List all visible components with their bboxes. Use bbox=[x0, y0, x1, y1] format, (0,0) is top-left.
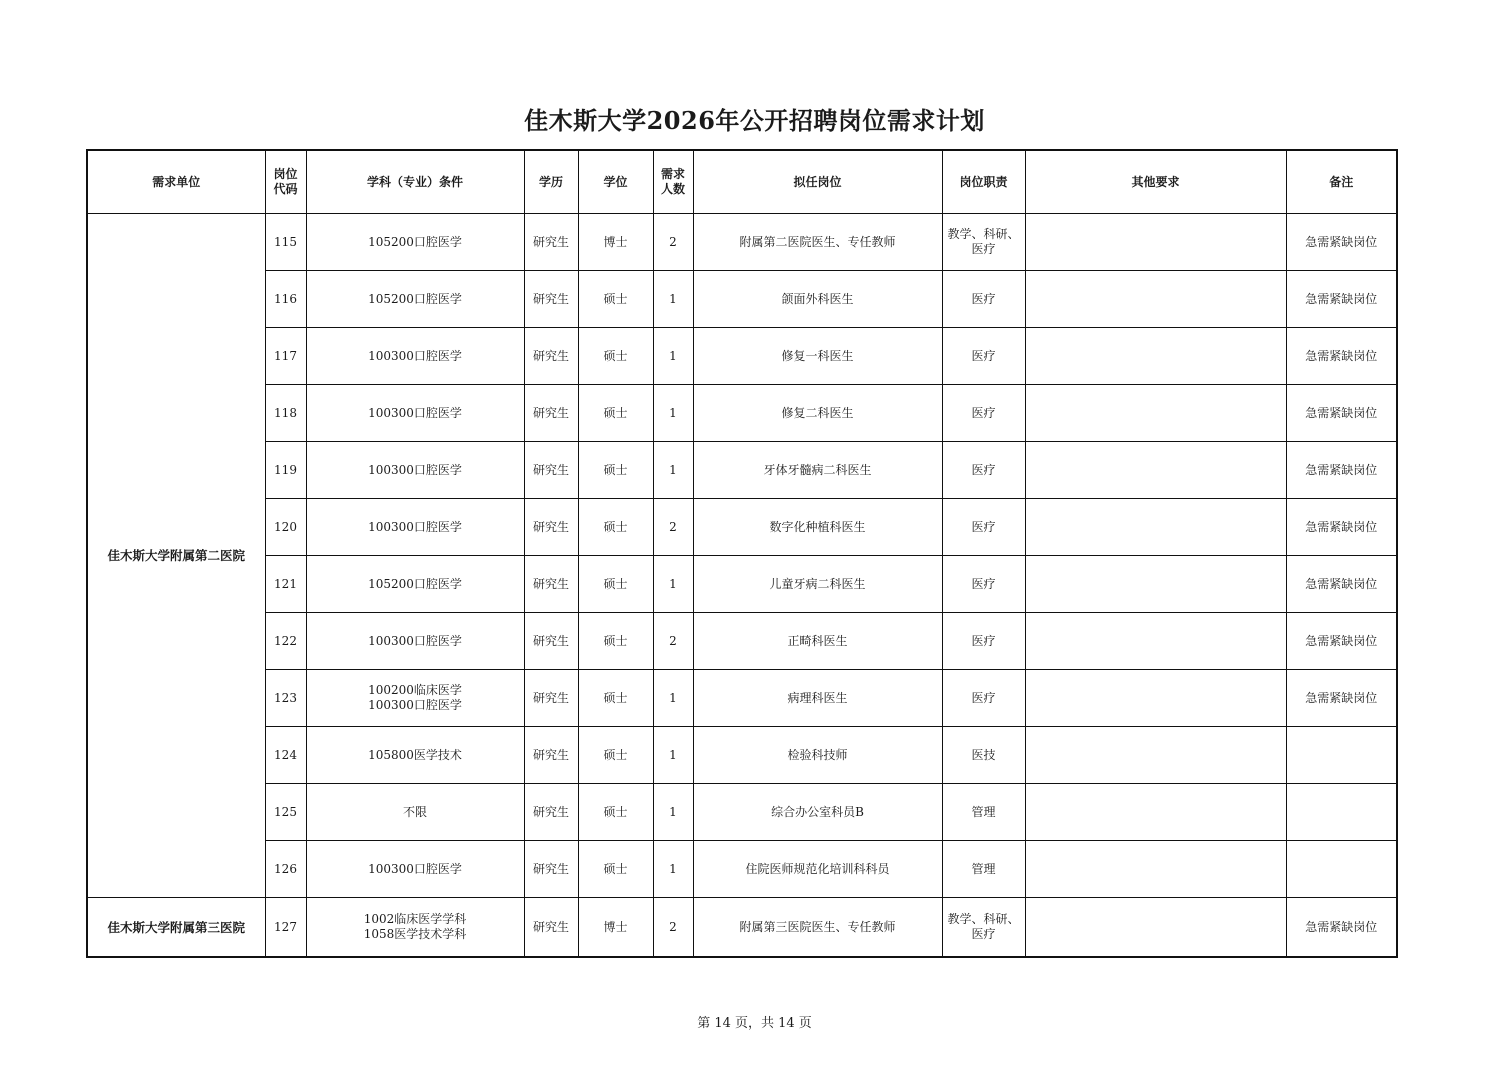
cell-duty-line: 医技 bbox=[971, 747, 996, 762]
cell-major bbox=[306, 328, 524, 385]
header-duty: 岗位职责 bbox=[942, 150, 1025, 214]
header-major: 学科（专业）条件 bbox=[306, 150, 524, 214]
cell-duty bbox=[942, 670, 1025, 727]
table-body bbox=[87, 214, 1397, 958]
cell-position: 儿童牙病二科医生 bbox=[693, 556, 942, 613]
cell-duty bbox=[942, 442, 1025, 499]
cell-duty bbox=[942, 727, 1025, 784]
header-code-line1: 岗位 bbox=[273, 167, 298, 181]
header-count-line2: 人数 bbox=[660, 182, 685, 196]
header-row bbox=[87, 150, 1397, 214]
cell-position: 病理科医生 bbox=[693, 670, 942, 727]
cell-major-line: 100300口腔医学 bbox=[368, 861, 462, 876]
cell-count: 1 bbox=[653, 442, 693, 499]
cell-education: 研究生 bbox=[524, 613, 578, 670]
table-row bbox=[87, 442, 1397, 499]
cell-major-line: 100300口腔医学 bbox=[368, 633, 462, 648]
table-row bbox=[87, 670, 1397, 727]
table-row bbox=[87, 613, 1397, 670]
cell-degree: 硕士 bbox=[578, 442, 653, 499]
cell-count: 1 bbox=[653, 784, 693, 841]
page-title: 佳木斯大学2026年公开招聘岗位需求计划 bbox=[524, 106, 985, 135]
cell-duty-line: 管理 bbox=[971, 804, 996, 819]
cell-unit: 佳木斯大学附属第三医院 bbox=[87, 898, 265, 958]
cell-duty bbox=[942, 556, 1025, 613]
cell-duty bbox=[942, 385, 1025, 442]
cell-note: 急需紧缺岗位 bbox=[1286, 556, 1397, 613]
cell-duty-line: 医疗 bbox=[971, 576, 996, 591]
page-footer: 第 14 页，共 14 页 bbox=[697, 1016, 812, 1031]
table-row bbox=[87, 727, 1397, 784]
cell-code: 124 bbox=[265, 727, 306, 784]
cell-count: 1 bbox=[653, 670, 693, 727]
cell-major-line: 100300口腔医学 bbox=[368, 405, 462, 420]
cell-code: 121 bbox=[265, 556, 306, 613]
cell-other bbox=[1025, 328, 1286, 385]
cell-note: 急需紧缺岗位 bbox=[1286, 214, 1397, 271]
cell-major-line: 不限 bbox=[402, 804, 427, 819]
cell-count: 1 bbox=[653, 841, 693, 898]
cell-position: 综合办公室科员B bbox=[693, 784, 942, 841]
cell-other bbox=[1025, 499, 1286, 556]
cell-major bbox=[306, 556, 524, 613]
cell-degree: 硕士 bbox=[578, 784, 653, 841]
cell-count: 2 bbox=[653, 898, 693, 958]
table-row bbox=[87, 841, 1397, 898]
table-row bbox=[87, 499, 1397, 556]
cell-code: 115 bbox=[265, 214, 306, 271]
table-row bbox=[87, 385, 1397, 442]
cell-other bbox=[1025, 841, 1286, 898]
cell-duty bbox=[942, 784, 1025, 841]
table-row bbox=[87, 784, 1397, 841]
cell-major bbox=[306, 670, 524, 727]
cell-note bbox=[1286, 784, 1397, 841]
header-unit: 需求单位 bbox=[87, 150, 265, 214]
cell-degree: 硕士 bbox=[578, 841, 653, 898]
cell-degree: 硕士 bbox=[578, 556, 653, 613]
cell-major bbox=[306, 499, 524, 556]
cell-major bbox=[306, 271, 524, 328]
cell-duty bbox=[942, 271, 1025, 328]
header-note: 备注 bbox=[1286, 150, 1397, 214]
cell-position: 正畸科医生 bbox=[693, 613, 942, 670]
cell-count: 2 bbox=[653, 499, 693, 556]
cell-major-line: 100300口腔医学 bbox=[368, 519, 462, 534]
cell-duty bbox=[942, 613, 1025, 670]
cell-degree: 博士 bbox=[578, 898, 653, 958]
recruitment-plan-table bbox=[86, 149, 1398, 958]
cell-degree: 硕士 bbox=[578, 613, 653, 670]
cell-degree: 硕士 bbox=[578, 328, 653, 385]
cell-duty-line: 医疗 bbox=[971, 690, 996, 705]
cell-other bbox=[1025, 784, 1286, 841]
cell-major-line: 105200口腔医学 bbox=[368, 234, 462, 249]
cell-other bbox=[1025, 898, 1286, 958]
cell-position: 附属第二医院医生、专任教师 bbox=[693, 214, 942, 271]
table-row bbox=[87, 328, 1397, 385]
cell-education: 研究生 bbox=[524, 271, 578, 328]
cell-major bbox=[306, 841, 524, 898]
cell-duty bbox=[942, 214, 1025, 271]
cell-other bbox=[1025, 214, 1286, 271]
cell-duty-line: 医疗 bbox=[971, 348, 996, 363]
cell-position: 住院医师规范化培训科科员 bbox=[693, 841, 942, 898]
cell-duty-line: 管理 bbox=[971, 861, 996, 876]
cell-code: 123 bbox=[265, 670, 306, 727]
cell-count: 1 bbox=[653, 271, 693, 328]
cell-note: 急需紧缺岗位 bbox=[1286, 271, 1397, 328]
header-code bbox=[265, 150, 306, 214]
cell-note: 急需紧缺岗位 bbox=[1286, 328, 1397, 385]
header-degree: 学位 bbox=[578, 150, 653, 214]
cell-code: 122 bbox=[265, 613, 306, 670]
cell-duty-line: 医疗 bbox=[971, 927, 996, 941]
cell-code: 127 bbox=[265, 898, 306, 958]
cell-code: 116 bbox=[265, 271, 306, 328]
cell-major-line: 100300口腔医学 bbox=[368, 462, 462, 477]
cell-major-line: 105800医学技术 bbox=[368, 747, 462, 762]
cell-education: 研究生 bbox=[524, 385, 578, 442]
cell-count: 1 bbox=[653, 328, 693, 385]
cell-note: 急需紧缺岗位 bbox=[1286, 385, 1397, 442]
cell-other bbox=[1025, 556, 1286, 613]
cell-education: 研究生 bbox=[524, 556, 578, 613]
cell-position: 修复二科医生 bbox=[693, 385, 942, 442]
cell-duty-line: 医疗 bbox=[971, 519, 996, 534]
cell-education: 研究生 bbox=[524, 442, 578, 499]
cell-count: 2 bbox=[653, 214, 693, 271]
cell-position: 检验科技师 bbox=[693, 727, 942, 784]
cell-major bbox=[306, 214, 524, 271]
cell-major-line: 105200口腔医学 bbox=[368, 291, 462, 306]
cell-count: 1 bbox=[653, 385, 693, 442]
cell-degree: 博士 bbox=[578, 214, 653, 271]
table-row bbox=[87, 271, 1397, 328]
cell-note: 急需紧缺岗位 bbox=[1286, 613, 1397, 670]
cell-duty-line: 医疗 bbox=[971, 242, 996, 256]
cell-position: 颌面外科医生 bbox=[693, 271, 942, 328]
cell-position: 附属第三医院医生、专任教师 bbox=[693, 898, 942, 958]
table-row bbox=[87, 556, 1397, 613]
table-header bbox=[87, 150, 1397, 214]
header-code-line2: 代码 bbox=[273, 182, 298, 196]
cell-education: 研究生 bbox=[524, 670, 578, 727]
cell-position: 牙体牙髓病二科医生 bbox=[693, 442, 942, 499]
cell-duty-line: 医疗 bbox=[971, 462, 996, 477]
cell-education: 研究生 bbox=[524, 898, 578, 958]
header-other: 其他要求 bbox=[1025, 150, 1286, 214]
cell-major bbox=[306, 385, 524, 442]
cell-other bbox=[1025, 385, 1286, 442]
cell-degree: 硕士 bbox=[578, 670, 653, 727]
cell-other bbox=[1025, 442, 1286, 499]
cell-code: 125 bbox=[265, 784, 306, 841]
cell-education: 研究生 bbox=[524, 499, 578, 556]
header-count bbox=[653, 150, 693, 214]
cell-code: 126 bbox=[265, 841, 306, 898]
cell-education: 研究生 bbox=[524, 784, 578, 841]
cell-unit: 佳木斯大学附属第二医院 bbox=[87, 214, 265, 898]
table-row bbox=[87, 898, 1397, 958]
cell-major bbox=[306, 727, 524, 784]
cell-count: 2 bbox=[653, 613, 693, 670]
cell-position: 修复一科医生 bbox=[693, 328, 942, 385]
cell-other bbox=[1025, 613, 1286, 670]
cell-duty bbox=[942, 898, 1025, 958]
cell-major bbox=[306, 898, 524, 958]
cell-major bbox=[306, 784, 524, 841]
header-position: 拟任岗位 bbox=[693, 150, 942, 214]
cell-major-line: 1002临床医学学科 bbox=[363, 912, 467, 926]
cell-code: 120 bbox=[265, 499, 306, 556]
cell-major-line: 105200口腔医学 bbox=[368, 576, 462, 591]
cell-other bbox=[1025, 271, 1286, 328]
cell-note: 急需紧缺岗位 bbox=[1286, 670, 1397, 727]
cell-duty-line: 医疗 bbox=[971, 291, 996, 306]
cell-duty bbox=[942, 328, 1025, 385]
cell-duty bbox=[942, 499, 1025, 556]
cell-education: 研究生 bbox=[524, 328, 578, 385]
header-education: 学历 bbox=[524, 150, 578, 214]
cell-note bbox=[1286, 727, 1397, 784]
cell-major bbox=[306, 613, 524, 670]
cell-count: 1 bbox=[653, 556, 693, 613]
cell-other bbox=[1025, 727, 1286, 784]
cell-duty-line: 医疗 bbox=[971, 405, 996, 420]
cell-education: 研究生 bbox=[524, 214, 578, 271]
cell-degree: 硕士 bbox=[578, 271, 653, 328]
cell-code: 119 bbox=[265, 442, 306, 499]
cell-note bbox=[1286, 841, 1397, 898]
header-count-line1: 需求 bbox=[660, 167, 685, 181]
cell-major bbox=[306, 442, 524, 499]
cell-education: 研究生 bbox=[524, 727, 578, 784]
cell-code: 118 bbox=[265, 385, 306, 442]
cell-note: 急需紧缺岗位 bbox=[1286, 499, 1397, 556]
cell-major-line: 100300口腔医学 bbox=[368, 348, 462, 363]
cell-degree: 硕士 bbox=[578, 727, 653, 784]
table-row bbox=[87, 214, 1397, 271]
cell-note: 急需紧缺岗位 bbox=[1286, 898, 1397, 958]
cell-position: 数字化种植科医生 bbox=[693, 499, 942, 556]
cell-note: 急需紧缺岗位 bbox=[1286, 442, 1397, 499]
cell-degree: 硕士 bbox=[578, 385, 653, 442]
cell-duty bbox=[942, 841, 1025, 898]
cell-duty-line: 教学、科研、 bbox=[947, 227, 1020, 241]
cell-major-line: 100200临床医学 bbox=[368, 683, 462, 697]
cell-duty-line: 医疗 bbox=[971, 633, 996, 648]
cell-degree: 硕士 bbox=[578, 499, 653, 556]
cell-other bbox=[1025, 670, 1286, 727]
cell-major-line: 1058医学技术学科 bbox=[363, 927, 467, 941]
cell-major-line: 100300口腔医学 bbox=[368, 698, 462, 712]
cell-code: 117 bbox=[265, 328, 306, 385]
cell-education: 研究生 bbox=[524, 841, 578, 898]
cell-count: 1 bbox=[653, 727, 693, 784]
cell-duty-line: 教学、科研、 bbox=[947, 912, 1020, 926]
